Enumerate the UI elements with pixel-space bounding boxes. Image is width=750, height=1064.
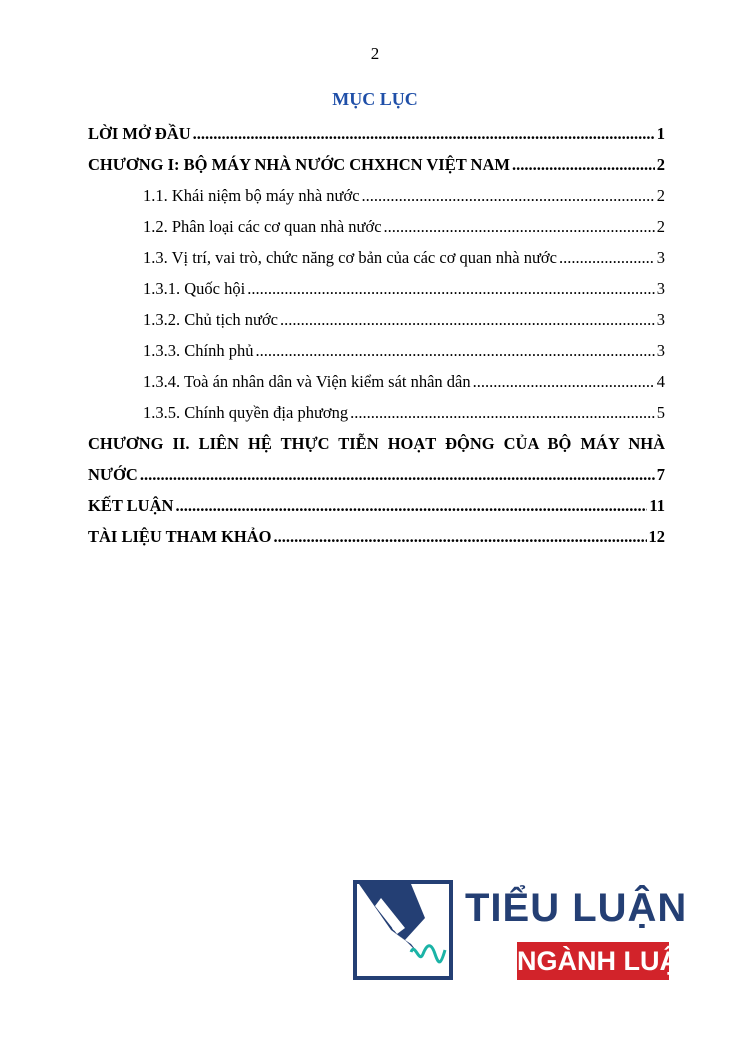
toc-entry-page: 2 <box>656 186 665 205</box>
dot-leader <box>350 397 655 428</box>
dot-leader <box>559 242 655 273</box>
toc-entry-page: 3 <box>656 341 665 360</box>
dot-leader <box>512 149 655 180</box>
toc-entry-title: 1.3.5. Chính quyền địa phương <box>143 403 349 422</box>
toc-entry-chapter-1[interactable] <box>88 149 665 180</box>
dot-leader <box>473 366 655 397</box>
toc-entry-page: 3 <box>656 279 665 298</box>
dot-leader <box>140 459 655 490</box>
table-of-contents <box>88 118 665 552</box>
toc-entry-title: NƯỚC <box>88 465 138 484</box>
toc-entry-title: 1.2. Phân loại các cơ quan nhà nước <box>143 217 382 236</box>
dot-leader <box>255 335 654 366</box>
dot-leader <box>362 180 655 211</box>
toc-entry-1-3[interactable] <box>88 242 665 273</box>
toc-entry-page: 12 <box>648 527 665 546</box>
toc-entry-title: 1.1. Khái niệm bộ máy nhà nước <box>143 186 360 205</box>
toc-entry-1-3-2[interactable] <box>88 304 665 335</box>
dot-leader <box>247 273 655 304</box>
toc-entry-page: 4 <box>656 372 665 391</box>
toc-entry-chapter-2[interactable] <box>88 428 665 490</box>
dot-leader <box>193 118 655 149</box>
toc-entry-1-3-4[interactable] <box>88 366 665 397</box>
toc-entry-title: 1.3.2. Chủ tịch nước <box>143 310 278 329</box>
logo-text-top: TIỂU LUẬN <box>465 886 688 930</box>
toc-entry-title: KẾT LUẬN <box>88 496 174 515</box>
toc-entry-1-2[interactable] <box>88 211 665 242</box>
dot-leader <box>274 521 647 552</box>
page-number: 2 <box>370 44 380 63</box>
toc-entry-page: 7 <box>656 465 665 484</box>
toc-entry-title: 1.3. Vị trí, vai trò, chức năng cơ bản của các cơ quan nhà nước <box>143 248 557 267</box>
toc-entry-1-3-1[interactable] <box>88 273 665 304</box>
toc-entry-title: CHƯƠNG I: BỘ MÁY NHÀ NƯỚC CHXHCN VIỆT NAM <box>88 155 510 174</box>
toc-entry-page: 5 <box>656 403 665 422</box>
toc-entry-1-3-3[interactable] <box>88 335 665 366</box>
toc-entry-1-3-5[interactable] <box>88 397 665 428</box>
toc-entry-page: 2 <box>656 217 665 236</box>
logo-text-bottom: NGÀNH LUẬT <box>517 942 669 980</box>
toc-entry-title-line-2 <box>88 459 665 490</box>
toc-entry-references[interactable] <box>88 521 665 552</box>
toc-entry-title: 1.3.4. Toà án nhân dân và Viện kiểm sát nhân dân <box>143 372 471 391</box>
brand-logo <box>353 880 696 982</box>
toc-entry-page: 11 <box>649 496 665 515</box>
toc-entry-conclusion[interactable] <box>88 490 665 521</box>
toc-entry-title: 1.3.3. Chính phủ <box>143 341 254 360</box>
toc-entry-title: TÀI LIỆU THAM KHẢO <box>88 527 272 546</box>
toc-entry-page: 2 <box>656 155 665 174</box>
toc-entry-page: 1 <box>656 124 665 143</box>
dot-leader <box>175 490 647 521</box>
pen-nib-icon <box>353 880 453 980</box>
dot-leader <box>280 304 655 335</box>
toc-entry-page: 3 <box>656 248 665 267</box>
toc-title: MỤC LỤC <box>332 89 418 109</box>
toc-entry-title: LỜI MỞ ĐẦU <box>88 124 191 143</box>
toc-entry-title: 1.3.1. Quốc hội <box>143 279 246 298</box>
toc-entry-intro[interactable] <box>88 118 665 149</box>
toc-entry-title-line-1: CHƯƠNG II. LIÊN HỆ THỰC TIỄN HOẠT ĐỘNG CỦA BỘ MÁY NHÀ <box>88 434 665 453</box>
toc-entry-page: 3 <box>656 310 665 329</box>
dot-leader <box>384 211 655 242</box>
toc-entry-1-1[interactable] <box>88 180 665 211</box>
